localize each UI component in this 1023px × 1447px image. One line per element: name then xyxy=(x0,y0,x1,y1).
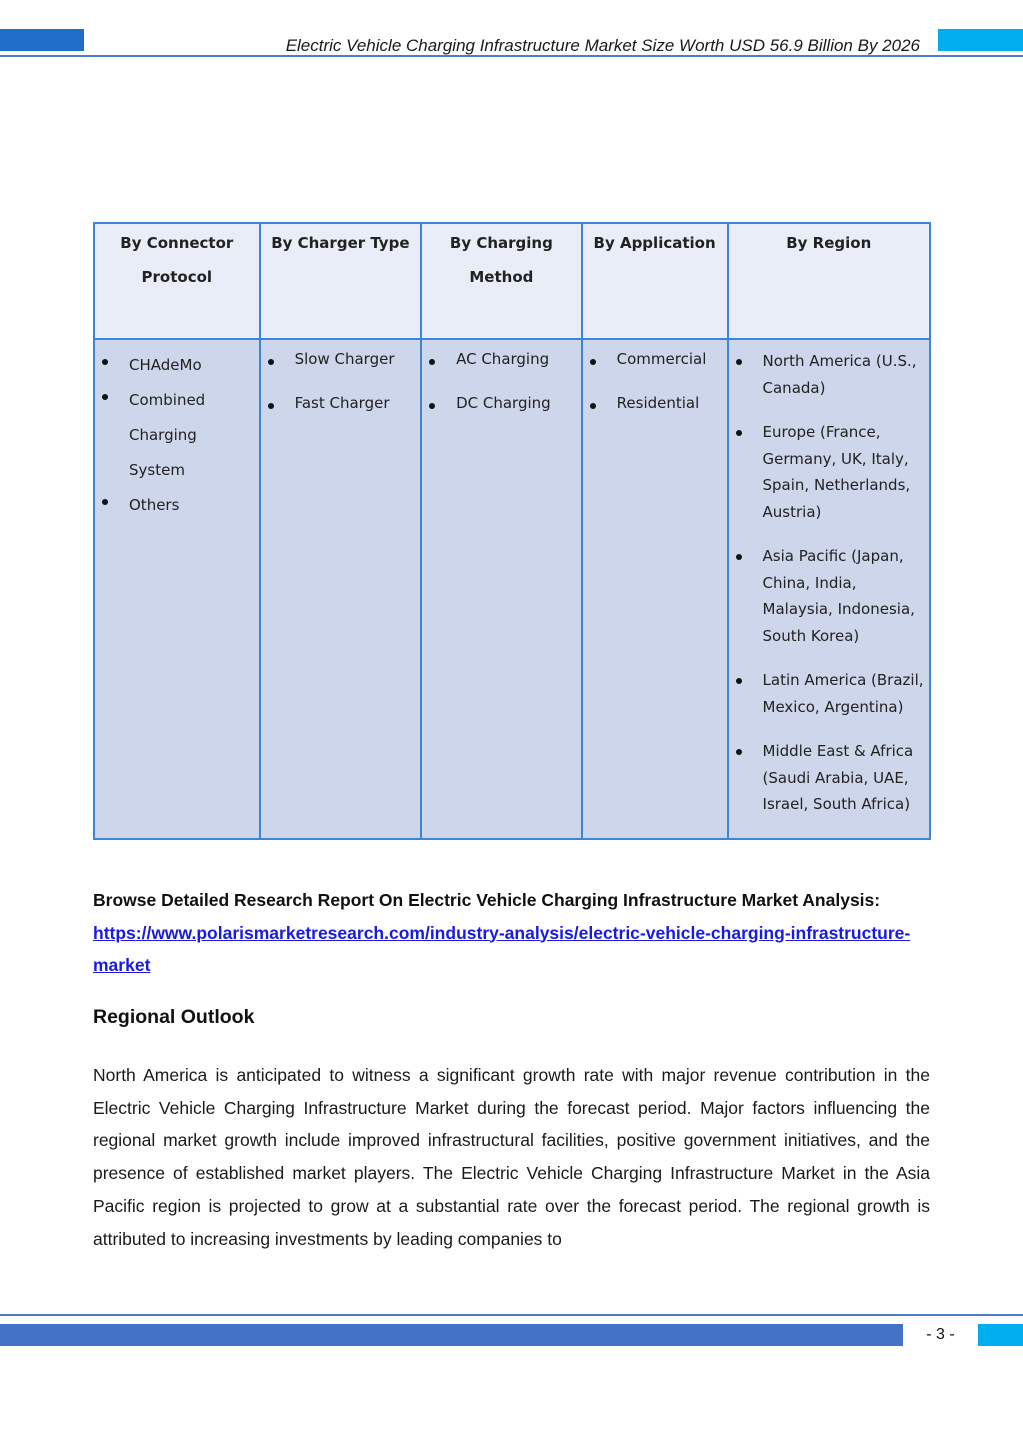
list-item: Europe (France, Germany, UK, Italy, Spain, Netherlands, Austria) xyxy=(733,419,925,525)
list-item: Combined Charging System xyxy=(99,383,255,488)
header-accent-left xyxy=(0,29,84,51)
header-line: By Charger Type xyxy=(271,234,410,252)
bullet-list xyxy=(587,348,723,414)
list-item: Asia Pacific (Japan, China, India, Malaysia, Indonesia, South Korea) xyxy=(733,543,925,649)
footer-rule xyxy=(0,1314,1023,1316)
table-row xyxy=(94,339,930,839)
cell-connector-protocol xyxy=(94,339,260,839)
header-line: Method xyxy=(469,268,534,286)
list-item: DC Charging xyxy=(426,392,577,414)
body-paragraph: North America is anticipated to witness a significant growth rate with major revenue contribution in the Electric Vehicle Charging Infrastructure Market during the forecast period. Major factors influencing the regional market growth include improved infrastructural facilities, positive government initiatives, and the presence of established market players. The Electric Vehicle Charging Infrastructure Market in the Asia Pacific region is projected to grow at a substantial rate over the forecast period. The regional growth is attributed to increasing investments by leading companies to xyxy=(93,1065,930,1249)
footer-accent-right xyxy=(978,1324,1023,1346)
cell-charging-method xyxy=(421,339,582,839)
section-heading: Regional Outlook xyxy=(93,1006,255,1028)
list-item: CHAdeMo xyxy=(99,348,255,383)
bullet-list xyxy=(265,348,417,414)
list-item: Commercial xyxy=(587,348,723,370)
report-link[interactable]: https://www.polarismarketresearch.com/industry-analysis/electric-vehicle-charging-infrastructure-market xyxy=(93,922,911,975)
cell-charger-type xyxy=(260,339,422,839)
header-accent-right xyxy=(938,29,1023,51)
list-item: Middle East & Africa (Saudi Arabia, UAE, Israel, South Africa) xyxy=(733,738,925,818)
segmentation-table xyxy=(93,222,931,840)
header-application xyxy=(582,223,728,339)
browse-label: Browse Detailed Research Report On Electric Vehicle Charging Infrastructure Market Analysis: xyxy=(93,890,881,910)
footer-accent-bar xyxy=(0,1324,903,1346)
list-item: Residential xyxy=(587,392,723,414)
list-item: Latin America (Brazil, Mexico, Argentina) xyxy=(733,667,925,720)
list-item: Slow Charger xyxy=(265,348,417,370)
header-line: By Region xyxy=(786,234,872,252)
list-item: AC Charging xyxy=(426,348,577,370)
cell-region xyxy=(728,339,930,839)
bullet-list xyxy=(733,348,925,818)
header-line: By Connector xyxy=(120,234,234,252)
list-item: Others xyxy=(99,488,255,523)
header-region xyxy=(728,223,930,339)
header-line: By Charging xyxy=(449,234,553,252)
header-rule xyxy=(0,55,1023,57)
header-charging-method xyxy=(421,223,582,339)
list-item: Fast Charger xyxy=(265,392,417,414)
header-title: Electric Vehicle Charging Infrastructure Market Size Worth USD 56.9 Billion By 2026 xyxy=(285,36,920,55)
header-line: Protocol xyxy=(141,268,213,286)
bullet-list xyxy=(426,348,577,414)
cell-application xyxy=(582,339,728,839)
header-connector-protocol xyxy=(94,223,260,339)
header-line: By Application xyxy=(593,234,716,252)
browse-report-text xyxy=(93,884,933,982)
header-charger-type xyxy=(260,223,422,339)
list-item: North America (U.S., Canada) xyxy=(733,348,925,401)
bullet-list xyxy=(99,348,255,523)
table-header-row xyxy=(94,223,930,339)
page-number: - 3 - xyxy=(926,1326,955,1343)
